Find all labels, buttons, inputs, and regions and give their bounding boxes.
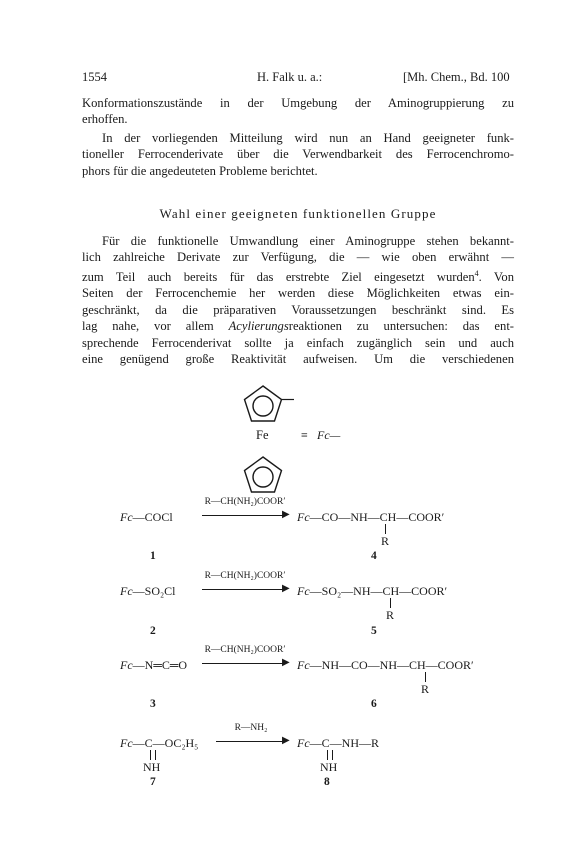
fc-symbol: Fc: [120, 510, 133, 524]
substituent: —C—NH—R: [309, 736, 379, 750]
text-line: [82, 318, 514, 334]
fc-symbol: Fc: [297, 510, 310, 524]
substituent: —C—OC₂H₅: [132, 736, 199, 750]
text-line: tioneller Ferrocenderivate über die Verwendbarkeit des Ferrocenchromo-: [82, 147, 514, 162]
imine-group: NH: [143, 760, 161, 774]
text-line: lich zahlreiche Derivate zur Verfügung, die — wie oben erwähnt —: [82, 250, 514, 265]
journal-reference: [Mh. Chem., Bd. 100: [403, 70, 510, 84]
text-fragment: zum Teil auch bereits für das erstrebte Ziel eingesetzt wurden: [82, 270, 475, 284]
reagent-label: R—CH(NH₂)COOR′: [204, 571, 286, 581]
r-group: R: [386, 608, 395, 622]
product-4: [297, 510, 444, 525]
reaction-arrow: [202, 663, 286, 664]
fc-symbol: Fc: [297, 736, 310, 750]
arrow-head: ▶: [282, 657, 290, 668]
iron-label: Fe: [256, 428, 269, 442]
ferrocenyl-abbreviation: Fc—: [317, 428, 341, 442]
text-line: In der vorliegenden Mitteilung wird nun an Hand geeigneter funk-: [102, 131, 514, 145]
compound-number-4: 4: [371, 550, 377, 562]
substituent: —SO₂—NH—CH—COOR′: [309, 584, 448, 598]
product-6: [297, 658, 474, 673]
reactant-2: [120, 584, 176, 599]
text-line: eine genügend große Reaktivität aufweisen. Um die verschiedenen: [82, 352, 514, 367]
reactant-3: [120, 658, 187, 673]
reactant-7: [120, 736, 198, 751]
text-line: erhoffen.: [82, 112, 128, 127]
italic-term: Acylierungs: [228, 319, 289, 334]
compound-number-7: 7: [150, 776, 156, 788]
reactant-1: [120, 510, 173, 525]
text-line: Für die funktionelle Umwandlung einer Aminogruppe stehen bekannt-: [102, 234, 514, 248]
fc-symbol: Fc: [297, 584, 310, 598]
text-line: sprechende Ferrocenderivat sollte ja einfach zugänglich sein und auch: [82, 335, 514, 350]
fc-symbol: Fc: [120, 658, 133, 672]
reaction-arrow: [202, 515, 286, 516]
equivalence-symbol: ≡: [301, 428, 308, 442]
compound-number-8: 8: [324, 776, 330, 788]
compound-number-2: 2: [150, 625, 156, 637]
text-line: [82, 266, 514, 286]
bond-line: [385, 524, 386, 534]
page-number: 1554: [82, 70, 107, 84]
r-group: R: [381, 534, 390, 548]
product-8: [297, 736, 379, 751]
text-line: geschränkt, da die präparativen Voraussetzungen beschränkt sind. Es: [82, 302, 514, 317]
r-group: R: [421, 682, 430, 696]
compound-number-6: 6: [371, 698, 377, 710]
running-authors: H. Falk u. a.:: [257, 70, 323, 84]
text-fragment: lag nahe, vor allem: [82, 319, 214, 334]
reagent-label: R—NH₂: [234, 723, 268, 733]
compound-number-5: 5: [371, 625, 377, 637]
reaction-arrow: [202, 589, 286, 590]
compound-number-1: 1: [150, 550, 156, 562]
substituent: —COCl: [132, 510, 173, 524]
substituent: —CO—NH—CH—COOR′: [309, 510, 445, 524]
paragraph-intro: [82, 130, 514, 179]
paragraph-body: [82, 233, 514, 367]
double-bond: [327, 750, 333, 760]
section-heading: Wahl einer geeigneten funktionellen Gruppe: [159, 206, 437, 221]
reaction-arrow: [216, 741, 286, 742]
substituent: —N═C═O: [132, 658, 187, 672]
fc-symbol: Fc: [297, 658, 310, 672]
cyclopentadienyl-ring-top: [245, 386, 295, 421]
imine-group: NH: [320, 760, 338, 774]
reagent-label: R—CH(NH₂)COOR′: [204, 497, 286, 507]
fc-symbol: Fc: [120, 584, 133, 598]
arrow-head: ▶: [282, 583, 290, 594]
fc-symbol: Fc: [120, 736, 133, 750]
double-bond: [150, 750, 156, 760]
text-line: Seiten der Ferrocenchemie her werden diese Möglichkeiten etwas ein-: [82, 286, 514, 301]
reagent-label: R—CH(NH₂)COOR′: [204, 645, 286, 655]
text-fragment: reaktionen zu untersuchen: das ent-: [288, 319, 515, 334]
ferrocene-structure: [230, 378, 300, 510]
bond-line: [425, 672, 426, 682]
text-fragment: . Von: [478, 270, 514, 284]
product-5: [297, 584, 447, 599]
substituent: —SO₂Cl: [132, 584, 176, 598]
arrow-head: ▶: [282, 509, 290, 520]
text-line: Konformationszustände in der Umgebung der Aminogruppierung zu: [82, 96, 514, 110]
footnote-reference: 4: [474, 268, 479, 278]
cyclopentadienyl-ring-bottom: [245, 457, 282, 492]
substituent: —NH—CO—NH—CH—COOR′: [309, 658, 474, 672]
text-line: phors für die angedeuteten Probleme berichtet.: [82, 163, 318, 178]
compound-number-3: 3: [150, 698, 156, 710]
paragraph-continued: [82, 95, 514, 128]
bond-line: [390, 598, 391, 608]
arrow-head: ▶: [282, 735, 290, 746]
